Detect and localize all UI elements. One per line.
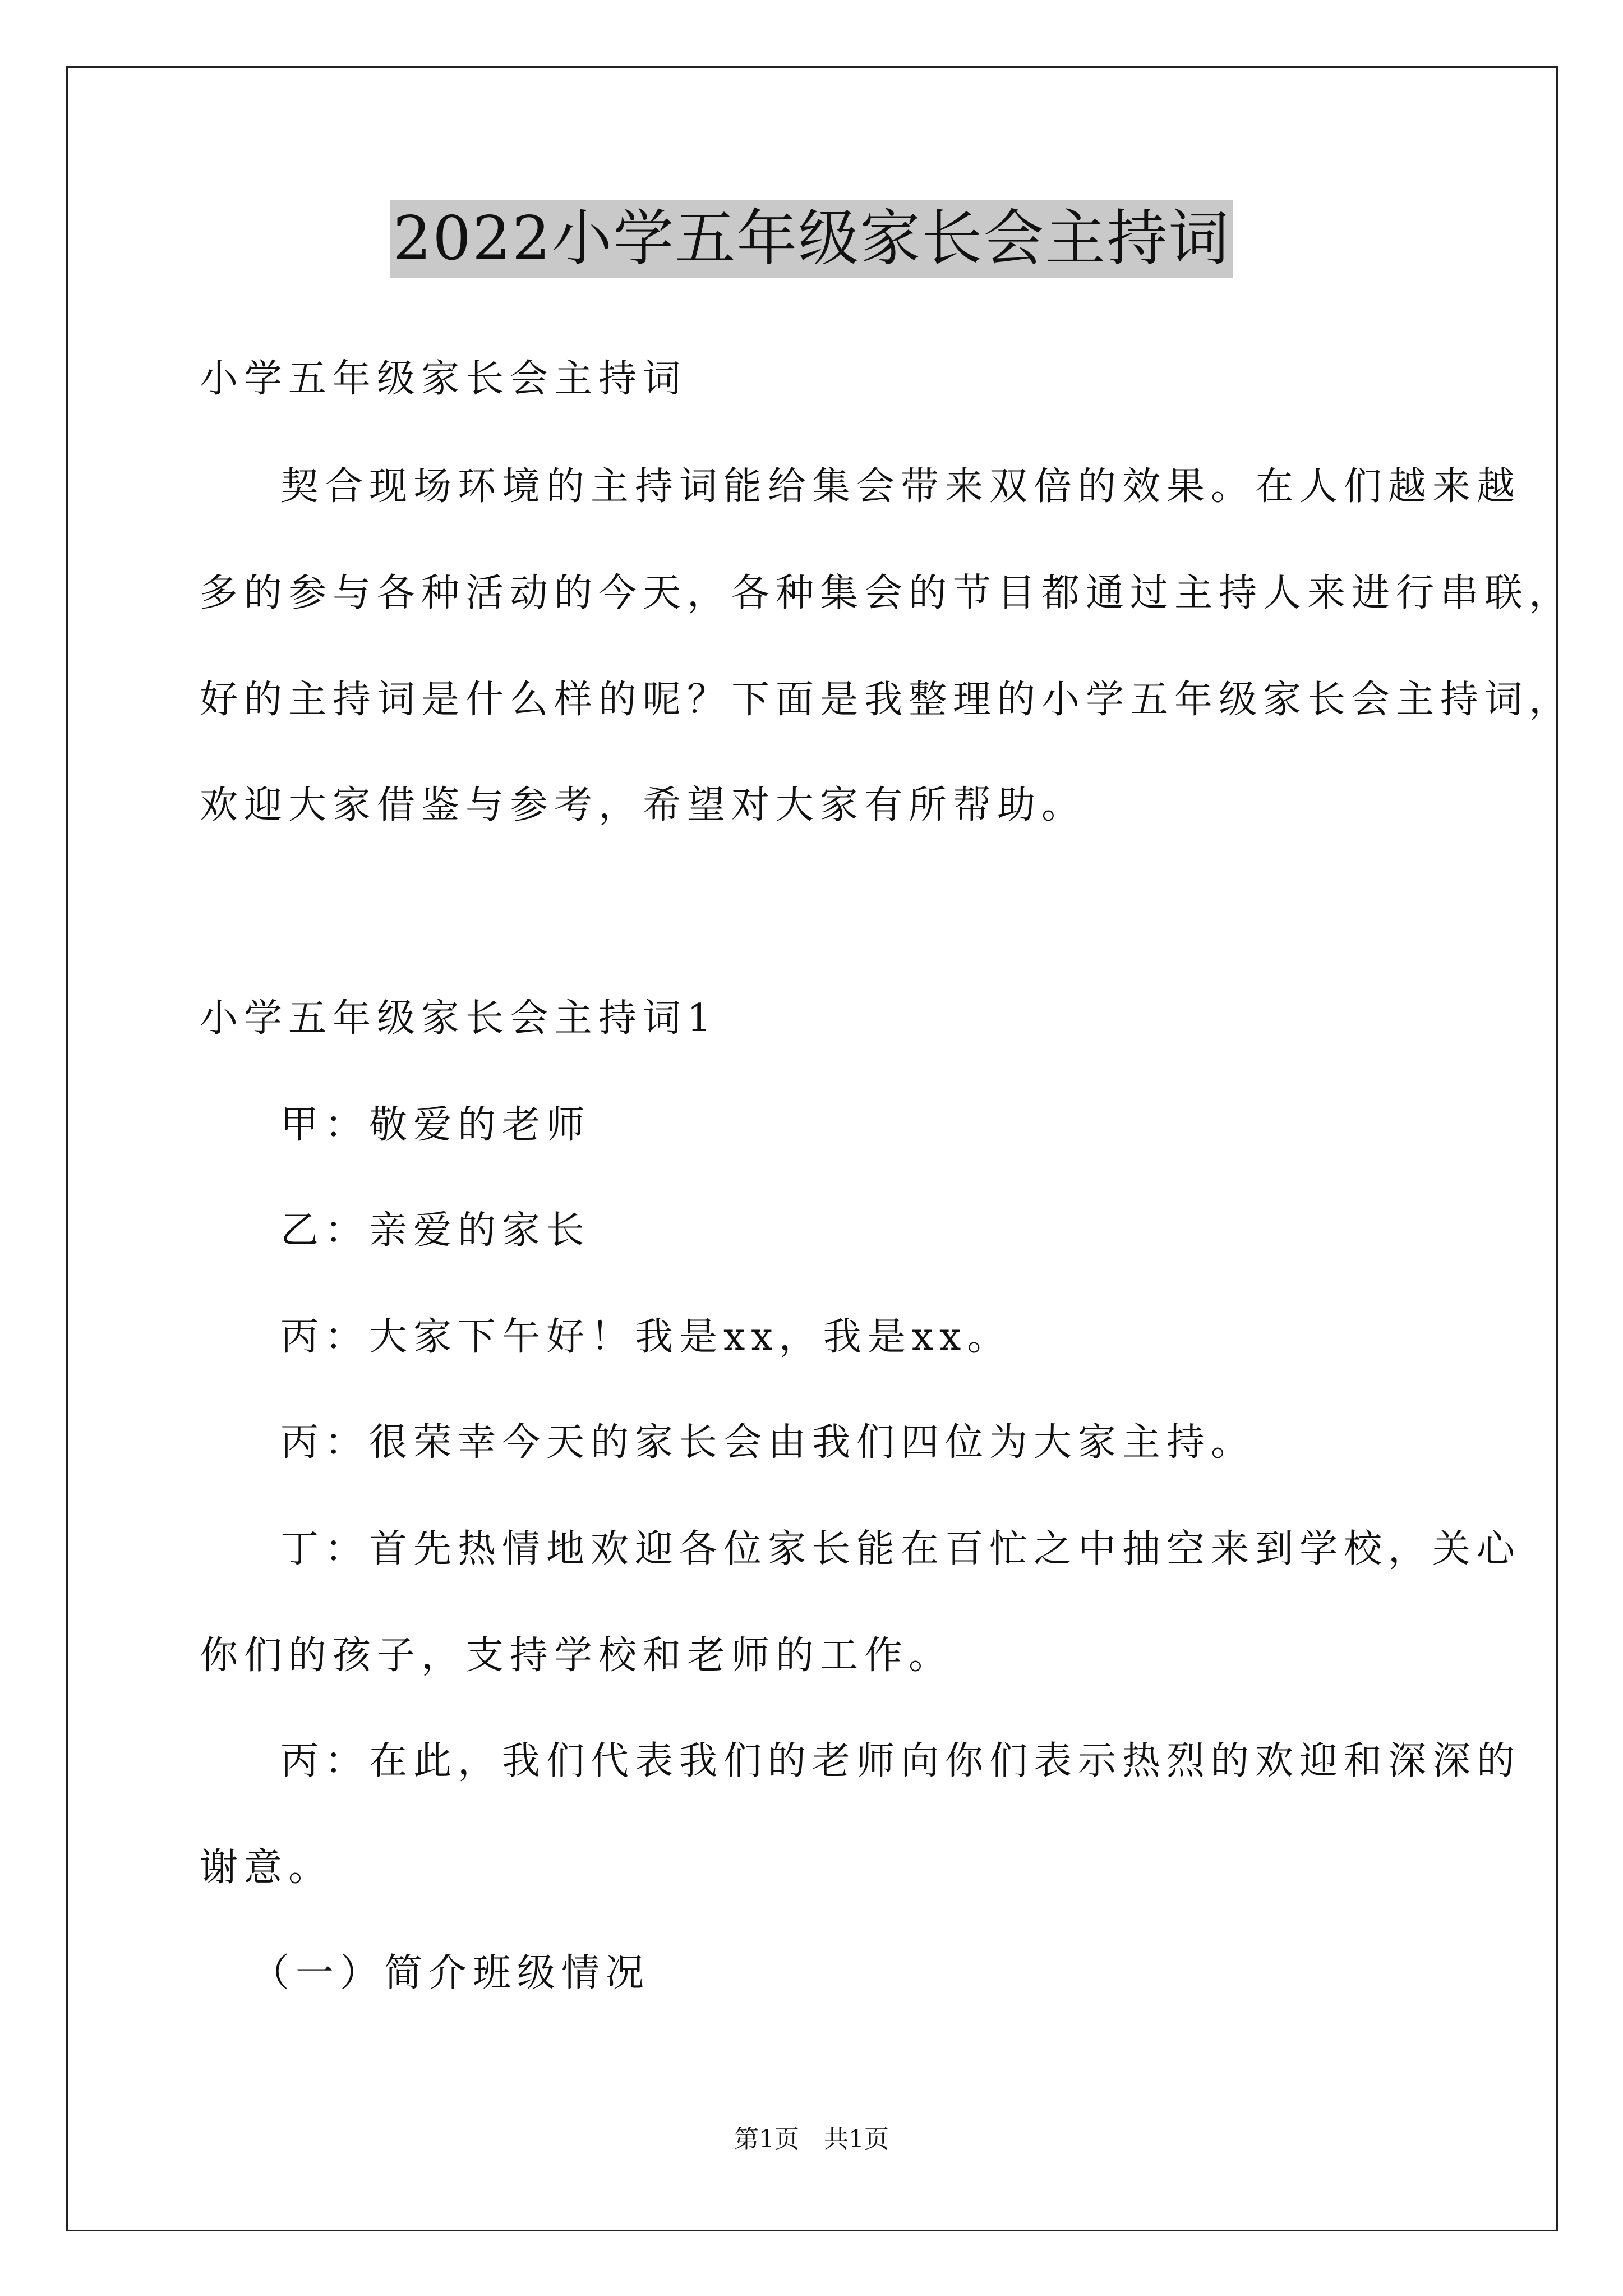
subsection-heading: （一）简介班级情况	[251, 1951, 651, 1995]
section-heading-1: 小学五年级家长会主持词1	[200, 996, 718, 1041]
dialogue-line: 丙：在此，我们代表我们的老师向你们表示热烈的欢迎和深深的	[280, 1739, 1521, 1783]
paragraph-line: 契合现场环境的主持词能给集会带来双倍的效果。在人们越来越	[280, 464, 1521, 509]
dialogue-line: 丙：大家下午好！我是xx，我是xx。	[280, 1315, 1012, 1359]
paragraph-line: 好的主持词是什么样的呢？下面是我整理的小学五年级家长会主持词，	[200, 678, 1574, 722]
document-title: 2022小学五年级家长会主持词	[390, 200, 1234, 278]
dialogue-line: 甲：敬爱的老师	[280, 1103, 591, 1147]
paragraph-line: 欢迎大家借鉴与参考，希望对大家有所帮助。	[200, 783, 1086, 827]
dialogue-line: 你们的孩子，支持学校和老师的工作。	[200, 1634, 953, 1678]
section-heading-intro: 小学五年级家长会主持词	[200, 357, 688, 401]
dialogue-line: 谢意。	[200, 1846, 333, 1890]
dialogue-line: 乙：亲爱的家长	[280, 1208, 591, 1253]
paragraph-line: 多的参与各种活动的今天，各种集会的节目都通过主持人来进行串联，	[200, 571, 1574, 615]
dialogue-line: 丙：很荣幸今天的家长会由我们四位为大家主持。	[280, 1420, 1256, 1465]
page-footer: 第1页 共1页	[734, 2125, 889, 2154]
dialogue-line: 丁：首先热情地欢迎各位家长能在百忙之中抽空来到学校，关心	[280, 1527, 1521, 1571]
title-container	[0, 200, 1623, 278]
